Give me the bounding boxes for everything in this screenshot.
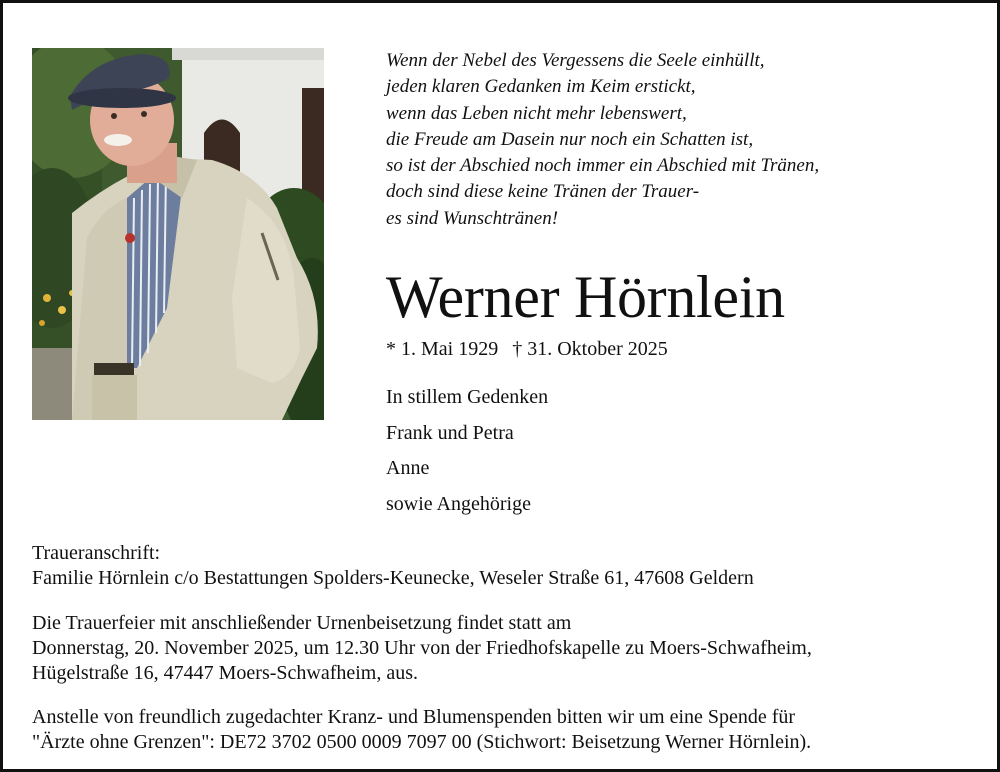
mourner-line: sowie Angehörige: [386, 492, 531, 515]
ceremony-line: Hügelstraße 16, 47447 Moers-Schwafheim, aus.: [32, 662, 419, 684]
poem-line: jeden klaren Gedanken im Keim erstickt,: [386, 76, 696, 98]
death-date: † 31. Oktober 2025: [512, 338, 668, 360]
poem-line: die Freude am Dasein nur noch ein Schatten ist,: [386, 128, 754, 150]
donation-request: [32, 705, 811, 755]
birth-date: * 1. Mai 1929: [386, 338, 499, 360]
poem-line: so ist der Abschied noch immer ein Abschied mit Tränen,: [386, 155, 820, 177]
mourner-line: In stillem Gedenken: [386, 386, 549, 408]
poem-line: es sind Wunschtränen!: [386, 207, 559, 229]
poem-line: doch sind diese keine Tränen der Trauer-: [386, 181, 700, 203]
memorial-poem: [386, 48, 819, 232]
portrait-photo: [32, 48, 324, 420]
life-dates: [386, 337, 668, 361]
address-label: Traueranschrift:: [32, 542, 161, 564]
mourner-line: Anne: [386, 457, 430, 479]
address-text: Familie Hörnlein c/o Bestattungen Spolders-Keunecke, Weseler Straße 61, 47608 Geldern: [32, 567, 754, 589]
donation-line: Anstelle von freundlich zugedachter Kranz- und Blumenspenden bitten wir um eine Spende für: [32, 706, 796, 728]
mourners-list: [386, 380, 548, 522]
mourner-line: Frank und Petra: [386, 421, 514, 444]
deceased-name: Werner Hörnlein: [386, 264, 785, 330]
donation-line: "Ärzte ohne Grenzen": DE72 3702 0500 0009 7097 00 (Stichwort: Beisetzung Werner Hörnlein).: [32, 731, 812, 753]
funeral-ceremony: [32, 611, 812, 686]
ceremony-line: Die Trauerfeier mit anschließender Urnenbeisetzung findet statt am: [32, 612, 572, 634]
ceremony-line: Donnerstag, 20. November 2025, um 12.30 Uhr von der Friedhofskapelle zu Moers-Schwafheim,: [32, 637, 812, 659]
poem-line: Wenn der Nebel des Vergessens die Seele einhüllt,: [386, 50, 765, 71]
poem-line: wenn das Leben nicht mehr lebenswert,: [386, 102, 687, 124]
mourning-address: [32, 541, 754, 591]
